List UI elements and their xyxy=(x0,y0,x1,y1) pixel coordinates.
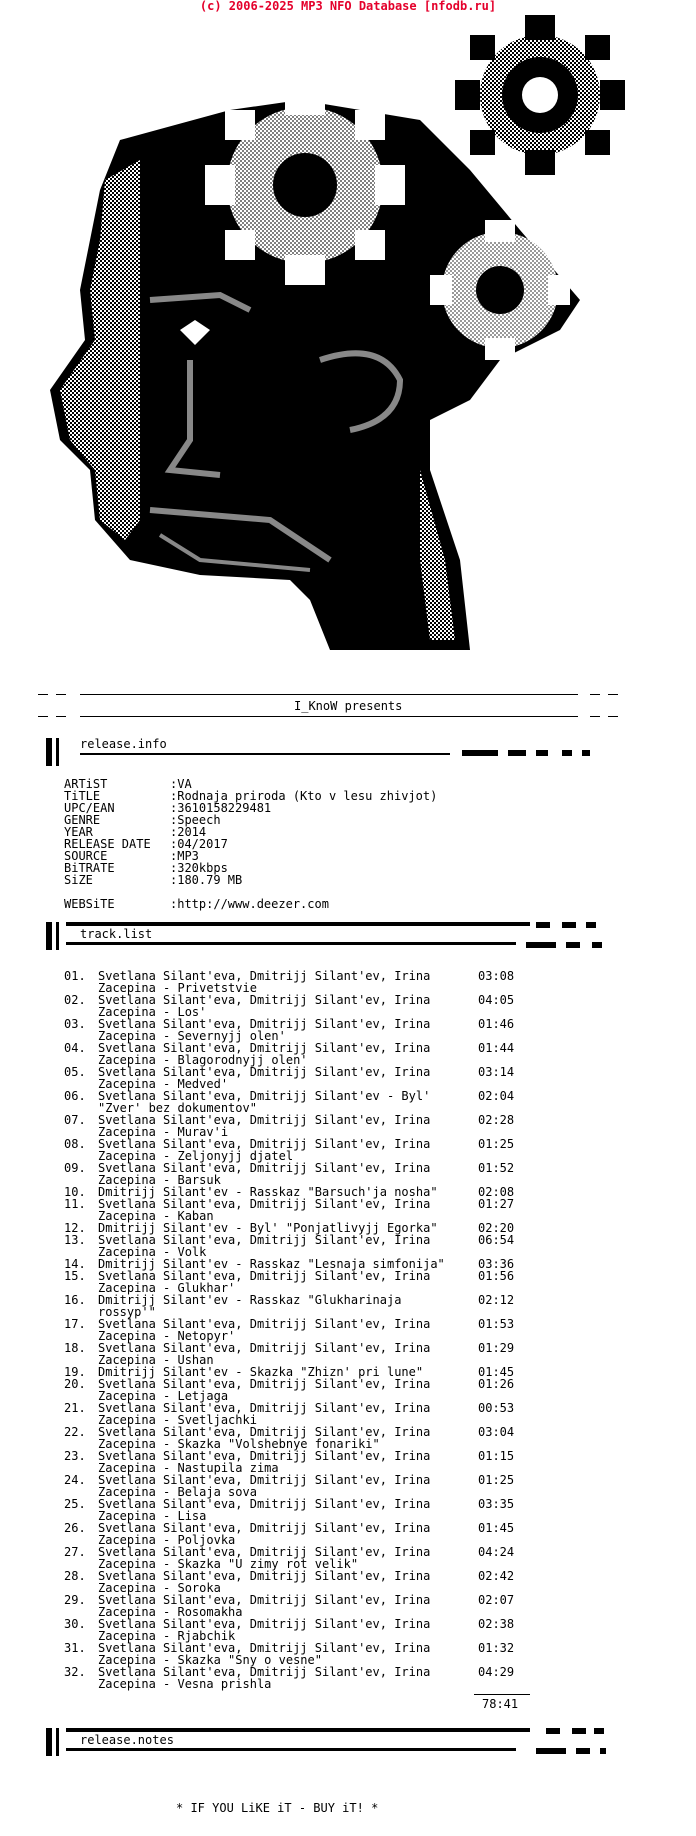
section-release-info xyxy=(46,738,586,766)
track-title: Svetlana Silant'eva, Dmitrijj Silant'ev, Irina xyxy=(98,1065,431,1079)
track-number: 24. xyxy=(64,1473,86,1487)
track-title-continued: Zacepina - Los' xyxy=(98,1005,207,1019)
site-header: (c) 2006-2025 MP3 NFO Database [nfodb.ru] xyxy=(199,0,497,13)
info-row xyxy=(64,874,437,886)
info-separator: : xyxy=(170,813,178,827)
info-key: GENRE xyxy=(64,813,101,827)
track-number: 03. xyxy=(64,1017,86,1031)
track-time: 01:56 xyxy=(478,1269,515,1283)
presents-text: I_KnoW presents xyxy=(294,699,403,713)
info-value: MP3 xyxy=(177,849,199,863)
track-time: 01:45 xyxy=(478,1365,515,1379)
info-row xyxy=(64,898,437,910)
info-value: VA xyxy=(177,777,192,791)
track-time: 01:46 xyxy=(478,1017,515,1031)
track-title: Svetlana Silant'eva, Dmitrijj Silant'ev, Irina xyxy=(98,1197,431,1211)
info-value: 180.79 MB xyxy=(177,873,243,887)
track-list xyxy=(64,970,524,1690)
track-title-continued: Zacepina - Vesna prishla xyxy=(98,1677,272,1691)
track-title-continued: Zacepina - Rosomakha xyxy=(98,1605,243,1619)
track-title-continued: Zacepina - Soroka xyxy=(98,1581,221,1595)
track-title: Svetlana Silant'eva, Dmitrijj Silant'ev, Irina xyxy=(98,1545,431,1559)
info-separator: : xyxy=(170,873,178,887)
track-title-continued: rossyp'" xyxy=(98,1305,156,1319)
info-separator: : xyxy=(170,777,178,791)
track-title: Svetlana Silant'eva, Dmitrijj Silant'ev, Irina xyxy=(98,1425,431,1439)
track-title: Dmitrijj Silant'ev - Rasskaz "Glukharinaja xyxy=(98,1293,402,1307)
track-number: 01. xyxy=(64,969,86,983)
track-time: 02:20 xyxy=(478,1221,515,1235)
info-separator: : xyxy=(170,789,178,803)
total-divider xyxy=(474,1694,530,1695)
info-key: WEBSiTE xyxy=(64,897,115,911)
release-info xyxy=(64,778,437,910)
track-title: Svetlana Silant'eva, Dmitrijj Silant'ev, Irina xyxy=(98,1317,431,1331)
track-title: Svetlana Silant'eva, Dmitrijj Silant'ev, Irina xyxy=(98,1233,431,1247)
track-title: Svetlana Silant'eva, Dmitrijj Silant'ev, Irina xyxy=(98,1161,431,1175)
section-track-list xyxy=(46,922,586,950)
track-time: 03:04 xyxy=(478,1425,515,1439)
track-title-continued: Zacepina - Rjabchik xyxy=(98,1629,236,1643)
track-title: Svetlana Silant'eva, Dmitrijj Silant'ev, Irina xyxy=(98,1341,431,1355)
track-title-continued: Zacepina - Nastupila zima xyxy=(98,1461,279,1475)
track-title-continued: Zacepina - Barsuk xyxy=(98,1173,221,1187)
section-release-notes xyxy=(46,1728,606,1756)
slogan: * IF YOU LiKE iT - BUY iT! * xyxy=(176,1801,379,1815)
info-key: SOURCE xyxy=(64,849,108,863)
info-value[interactable]: http://www.deezer.com xyxy=(177,897,329,911)
track-time: 04:05 xyxy=(478,993,515,1007)
track-time: 03:35 xyxy=(478,1497,515,1511)
track-title-continued: Zacepina - Medved' xyxy=(98,1077,229,1091)
track-title: Svetlana Silant'eva, Dmitrijj Silant'ev, Irina xyxy=(98,1041,431,1055)
info-separator: : xyxy=(170,825,178,839)
total-time: 78:41 xyxy=(482,1697,519,1711)
track-number: 18. xyxy=(64,1341,86,1355)
track-title-continued: Zacepina - Poljovka xyxy=(98,1533,236,1547)
track-time: 01:32 xyxy=(478,1641,515,1655)
track-time: 01:44 xyxy=(478,1041,515,1055)
track-time: 01:25 xyxy=(478,1473,515,1487)
track-number: 15. xyxy=(64,1269,86,1283)
track-number: 09. xyxy=(64,1161,86,1175)
track-title: Svetlana Silant'eva, Dmitrijj Silant'ev, Irina xyxy=(98,1617,431,1631)
section-title: release.info xyxy=(80,737,167,751)
track-number: 16. xyxy=(64,1293,86,1307)
track-time: 02:12 xyxy=(478,1293,515,1307)
track-title: Svetlana Silant'eva, Dmitrijj Silant'ev, Irina xyxy=(98,1497,431,1511)
track-title: Dmitrijj Silant'ev - Rasskaz "Barsuch'ja nosha" xyxy=(98,1185,438,1199)
track-title: Svetlana Silant'eva, Dmitrijj Silant'ev, Irina xyxy=(98,1641,431,1655)
track-number: 23. xyxy=(64,1449,86,1463)
info-key: UPC/EAN xyxy=(64,801,115,815)
track-title: Svetlana Silant'eva, Dmitrijj Silant'ev, Irina xyxy=(98,1113,431,1127)
info-key: YEAR xyxy=(64,825,93,839)
track-time: 01:29 xyxy=(478,1341,515,1355)
track-title-continued: Zacepina - Ushan xyxy=(98,1353,214,1367)
track-time: 01:45 xyxy=(478,1521,515,1535)
track-number: 13. xyxy=(64,1233,86,1247)
track-title: Svetlana Silant'eva, Dmitrijj Silant'ev, Irina xyxy=(98,1401,431,1415)
track-time: 03:08 xyxy=(478,969,515,983)
track-title-continued: Zacepina - Skazka "Sny o vesne" xyxy=(98,1653,322,1667)
track-title: Svetlana Silant'eva, Dmitrijj Silant'ev, Irina xyxy=(98,1593,431,1607)
track-title: Svetlana Silant'eva, Dmitrijj Silant'ev, Irina xyxy=(98,1473,431,1487)
track-title: Svetlana Silant'eva, Dmitrijj Silant'ev, Irina xyxy=(98,1269,431,1283)
track-title: Dmitrijj Silant'ev - Skazka "Zhizn' pri lune" xyxy=(98,1365,424,1379)
track-number: 04. xyxy=(64,1041,86,1055)
track-time: 01:25 xyxy=(478,1137,515,1151)
track-indent xyxy=(64,1678,98,1690)
track-title-continued: Zacepina - Severnyjj olen' xyxy=(98,1029,286,1043)
track-number: 26. xyxy=(64,1521,86,1535)
track-title: Dmitrijj Silant'ev - Rasskaz "Lesnaja simfonija" xyxy=(98,1257,445,1271)
track-number: 07. xyxy=(64,1113,86,1127)
section-title: release.notes xyxy=(80,1733,174,1747)
track-title: Svetlana Silant'eva, Dmitrijj Silant'ev, Irina xyxy=(98,993,431,1007)
track-title: Svetlana Silant'eva, Dmitrijj Silant'ev, Irina xyxy=(98,1665,431,1679)
track-title: Svetlana Silant'eva, Dmitrijj Silant'ev, Irina xyxy=(98,969,431,983)
track-title-continued: Zacepina - Privetstvie xyxy=(98,981,257,995)
track-title: Svetlana Silant'eva, Dmitrijj Silant'ev, Irina xyxy=(98,1377,431,1391)
track-number: 02. xyxy=(64,993,86,1007)
info-value: Rodnaja priroda (Kto v lesu zhivjot) xyxy=(177,789,438,803)
info-value: 2014 xyxy=(177,825,207,839)
track-number: 21. xyxy=(64,1401,86,1415)
track-number: 31. xyxy=(64,1641,86,1655)
track-time: 06:54 xyxy=(478,1233,515,1247)
track-time: 02:08 xyxy=(478,1185,515,1199)
track-time: 02:28 xyxy=(478,1113,515,1127)
track-title: Dmitrijj Silant'ev - Byl' "Ponjatlivyjj Egorka" xyxy=(98,1221,438,1235)
track-number: 27. xyxy=(64,1545,86,1559)
track-number: 06. xyxy=(64,1089,86,1103)
track-title-continued: Zacepina - Kaban xyxy=(98,1209,214,1223)
track-time: 03:14 xyxy=(478,1065,515,1079)
track-time: 02:07 xyxy=(478,1593,515,1607)
info-key: TiTLE xyxy=(64,789,101,803)
track-time: 01:26 xyxy=(478,1377,515,1391)
track-title-continued: Zacepina - Skazka "Volshebnye fonariki" xyxy=(98,1437,380,1451)
info-value: Speech xyxy=(177,813,221,827)
info-key: BiTRATE xyxy=(64,861,115,875)
track-number: 17. xyxy=(64,1317,86,1331)
track-number: 14. xyxy=(64,1257,86,1271)
info-value: 3610158229481 xyxy=(177,801,272,815)
track-time: 04:29 xyxy=(478,1665,515,1679)
track-title-continued: Zacepina - Lisa xyxy=(98,1509,207,1523)
track-number: 25. xyxy=(64,1497,86,1511)
track-title-continued: Zacepina - Murav'i xyxy=(98,1125,229,1139)
track-number: 08. xyxy=(64,1137,86,1151)
track-number: 32. xyxy=(64,1665,86,1679)
track-time: 02:38 xyxy=(478,1617,515,1631)
track-time: 01:53 xyxy=(478,1317,515,1331)
info-row xyxy=(64,838,437,850)
track-title-continued: Zacepina - Svetljachki xyxy=(98,1413,257,1427)
track-number: 19. xyxy=(64,1365,86,1379)
info-separator: : xyxy=(170,861,178,875)
track-title: Svetlana Silant'eva, Dmitrijj Silant'ev, Irina xyxy=(98,1449,431,1463)
info-value: 04/2017 xyxy=(177,837,228,851)
info-value: 320kbps xyxy=(177,861,228,875)
track-number: 05. xyxy=(64,1065,86,1079)
section-title: track.list xyxy=(80,927,153,941)
track-title-continued: Zacepina - Zeljonyjj djatel xyxy=(98,1149,294,1163)
track-title-continued: Zacepina - Skazka "U zimy rot velik" xyxy=(98,1557,359,1571)
track-title-continued: Zacepina - Belaja sova xyxy=(98,1485,257,1499)
track-time: 04:24 xyxy=(478,1545,515,1559)
info-key: ARTiST xyxy=(64,777,108,791)
info-separator: : xyxy=(170,849,178,863)
track-title: Svetlana Silant'eva, Dmitrijj Silant'ev, Irina xyxy=(98,1137,431,1151)
track-time: 01:27 xyxy=(478,1197,515,1211)
info-separator: : xyxy=(170,837,178,851)
track-number: 20. xyxy=(64,1377,86,1391)
track-title: Svetlana Silant'eva, Dmitrijj Silant'ev, Irina xyxy=(98,1521,431,1535)
track-number: 29. xyxy=(64,1593,86,1607)
track-time: 02:42 xyxy=(478,1569,515,1583)
info-key: SiZE xyxy=(64,873,93,887)
track-time: 00:53 xyxy=(478,1401,515,1415)
gear-center-icon xyxy=(205,85,405,285)
track-title: Svetlana Silant'eva, Dmitrijj Silant'ev - Byl' xyxy=(98,1089,431,1103)
info-row xyxy=(64,862,437,874)
track-title-continued: Zacepina - Volk xyxy=(98,1245,207,1259)
track-number: 30. xyxy=(64,1617,86,1631)
track-number: 10. xyxy=(64,1185,86,1199)
head-with-gears-logo xyxy=(0,0,696,690)
track-time: 01:15 xyxy=(478,1449,515,1463)
track-title-continued: Zacepina - Letjaga xyxy=(98,1389,229,1403)
gear-large-icon xyxy=(455,15,625,175)
track-title-continued: "Zver' bez dokumentov" xyxy=(98,1101,257,1115)
track-title-continued: Zacepina - Glukhar' xyxy=(98,1281,236,1295)
track-number: 12. xyxy=(64,1221,86,1235)
track-title-continued: Zacepina - Netopyr' xyxy=(98,1329,236,1343)
info-separator: : xyxy=(170,897,178,911)
track-title: Svetlana Silant'eva, Dmitrijj Silant'ev, Irina xyxy=(98,1017,431,1031)
track-title-continued: Zacepina - Blagorodnyjj olen' xyxy=(98,1053,308,1067)
track-row-continued xyxy=(64,1678,524,1690)
track-time: 03:36 xyxy=(478,1257,515,1271)
info-row xyxy=(64,850,437,862)
track-title: Svetlana Silant'eva, Dmitrijj Silant'ev, Irina xyxy=(98,1569,431,1583)
info-key: RELEASE DATE xyxy=(64,837,151,851)
track-time: 02:04 xyxy=(478,1089,515,1103)
info-separator: : xyxy=(170,801,178,815)
info-row xyxy=(64,814,437,826)
track-time: 01:52 xyxy=(478,1161,515,1175)
presents-row xyxy=(38,700,618,714)
track-number: 11. xyxy=(64,1197,86,1211)
info-row xyxy=(64,802,437,814)
track-number: 28. xyxy=(64,1569,86,1583)
track-number: 22. xyxy=(64,1425,86,1439)
